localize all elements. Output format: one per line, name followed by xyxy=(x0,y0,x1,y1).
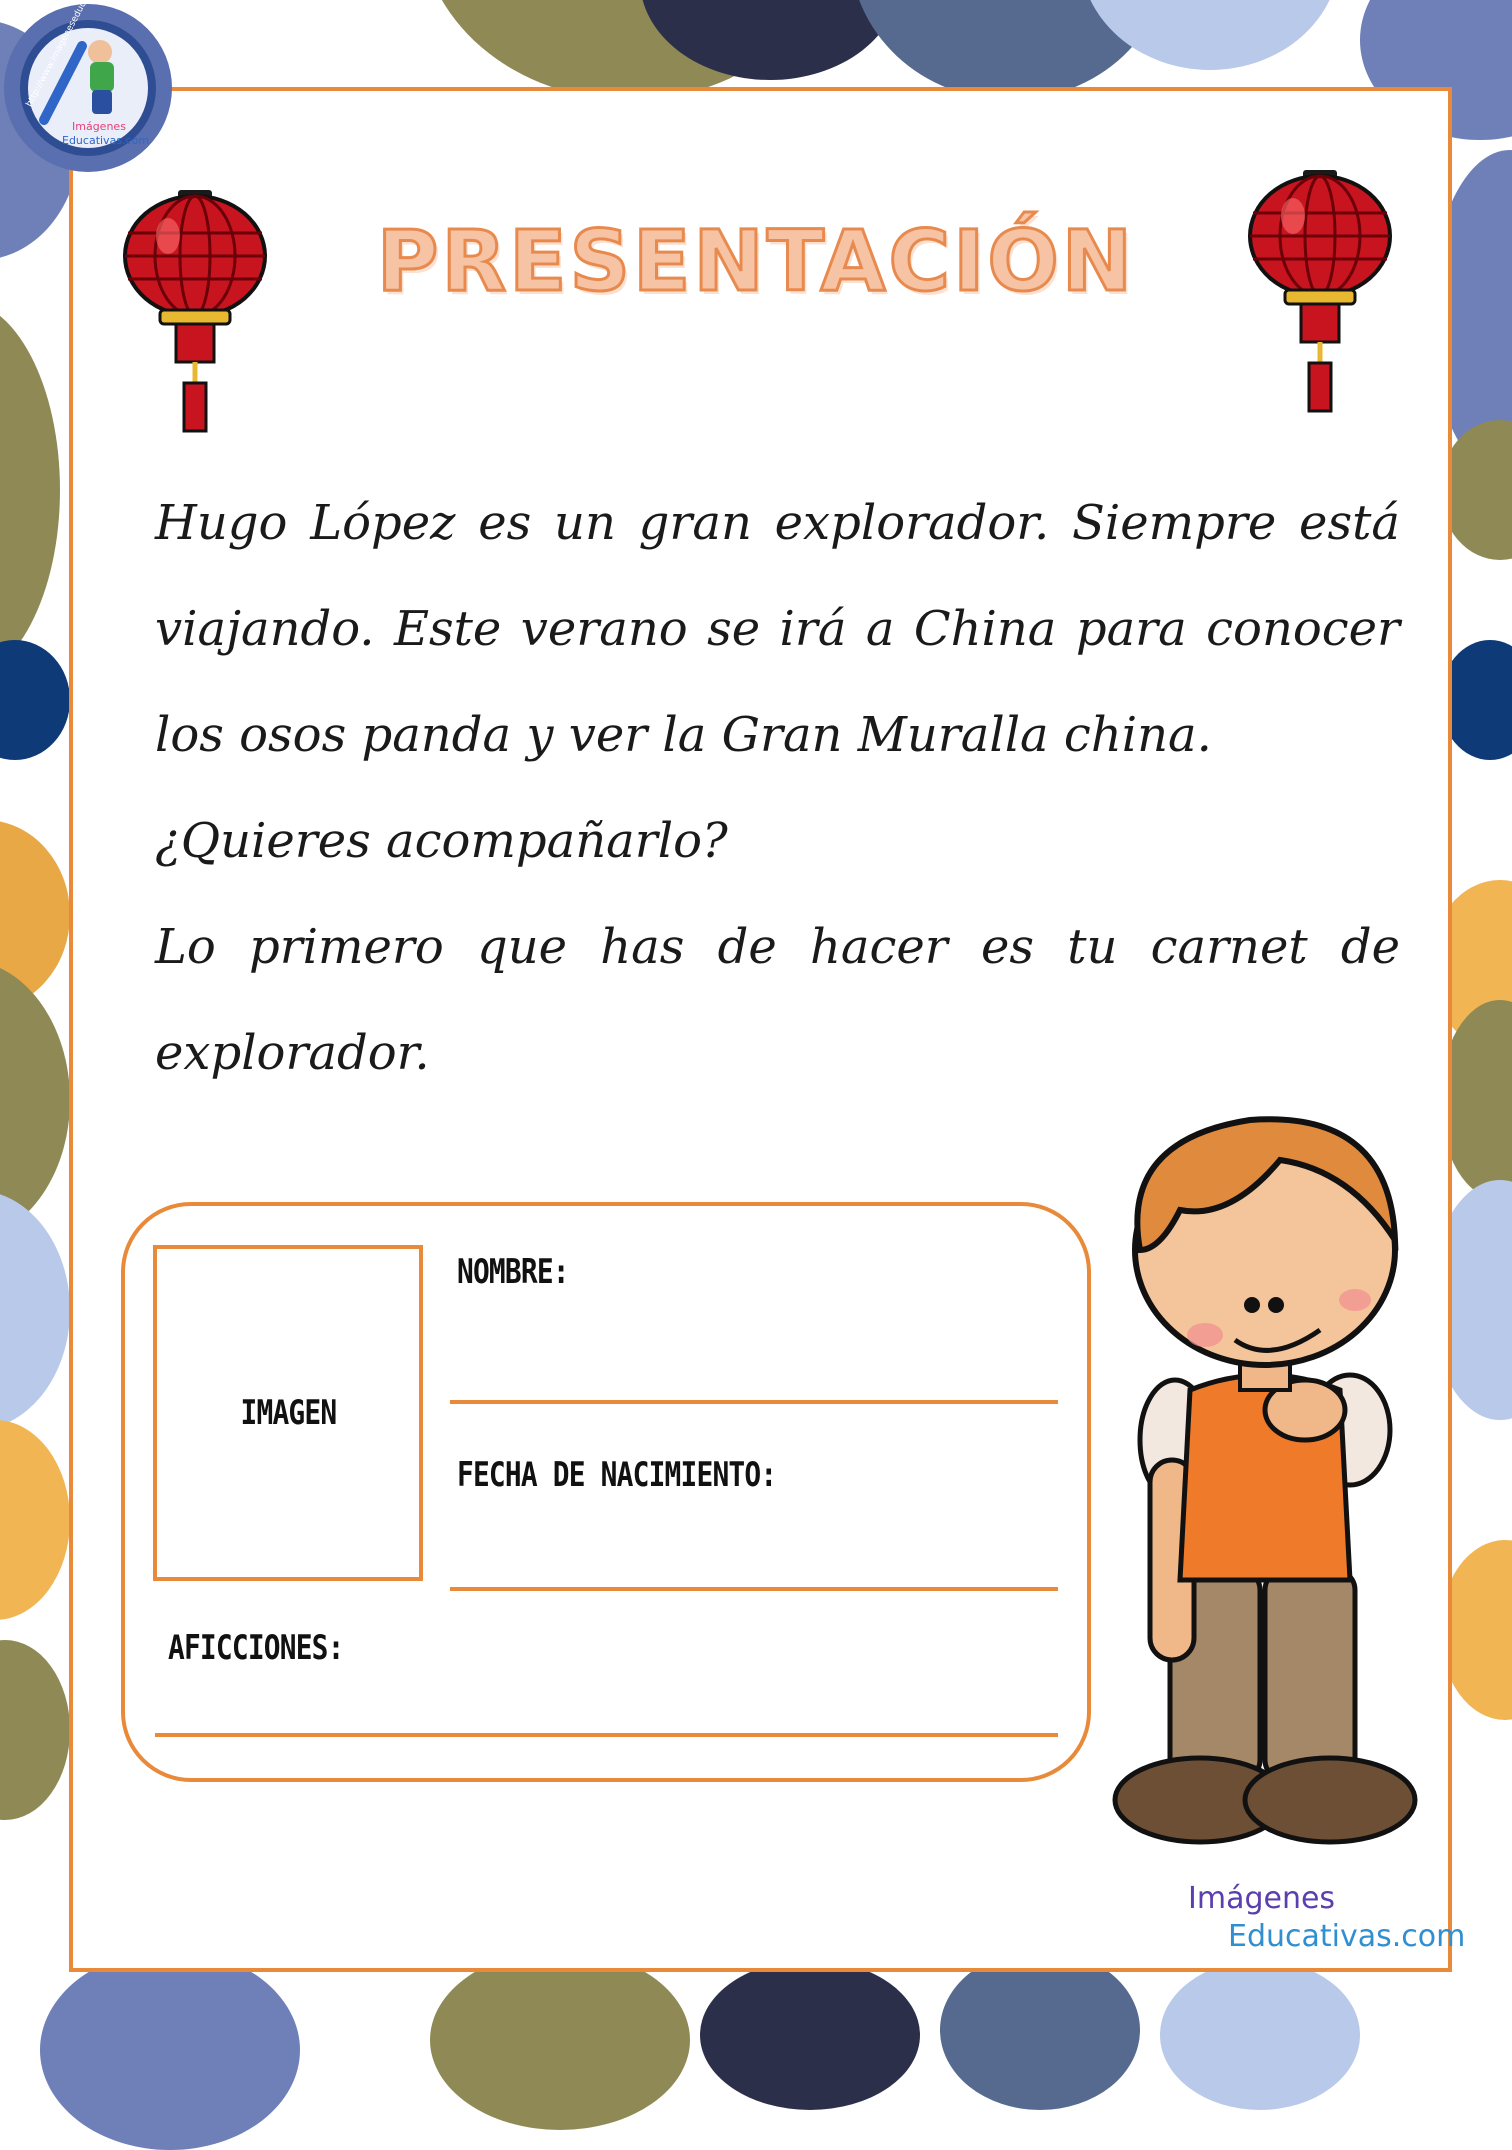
story-paragraph: Lo primero que has de hacer es tu carnet de explorador. xyxy=(155,919,1400,1081)
hobbies-field[interactable] xyxy=(155,1733,1058,1737)
name-label: NOMBRE: xyxy=(457,1252,569,1292)
svg-text:Imágenes: Imágenes xyxy=(72,120,126,133)
brand-logo xyxy=(1188,1880,1465,1956)
page-title: PRESENTACIÓN xyxy=(376,212,1136,310)
birth-date-field[interactable] xyxy=(450,1587,1058,1591)
name-field[interactable] xyxy=(450,1400,1058,1404)
story-paragraph: Hugo López es un gran explorador. Siempre está viajando. Este verano se irá a China para conocer los osos panda y ver la Gran Muralla china. xyxy=(155,495,1400,763)
hobbies-label: AFICCIONES: xyxy=(168,1628,344,1668)
story-paragraph: ¿Quieres acompañarlo? xyxy=(155,813,728,869)
birth-date-label: FECHA DE NACIMIENTO: xyxy=(457,1455,777,1495)
imageneseducativas-logo xyxy=(2,2,174,174)
story-text xyxy=(155,470,1400,1106)
photo-label: IMAGEN xyxy=(240,1393,336,1433)
svg-text:Educativas.com: Educativas.com xyxy=(62,134,150,147)
brand-line-2: Educativas.com xyxy=(1228,1919,1466,1954)
photo-box[interactable] xyxy=(153,1245,423,1581)
boy-explorer-illustration xyxy=(1080,1100,1440,1860)
brand-line-1: Imágenes xyxy=(1188,1881,1336,1916)
